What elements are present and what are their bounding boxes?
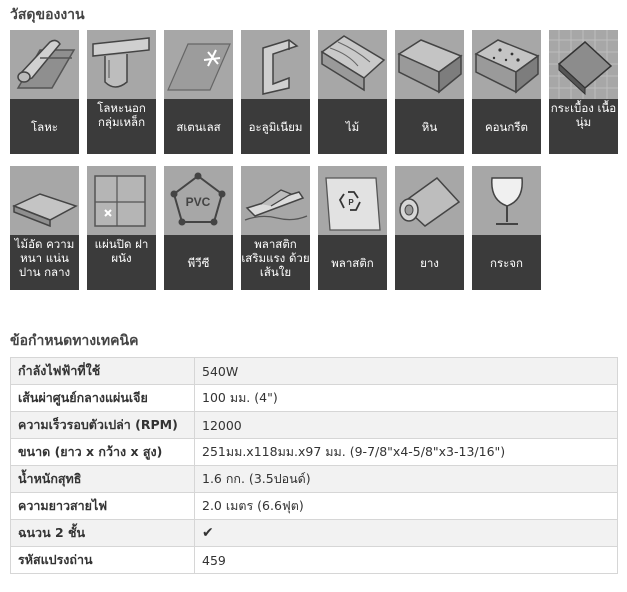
table-row <box>11 466 618 493</box>
concrete-icon <box>472 30 541 99</box>
material-label: โลหะ <box>31 119 58 134</box>
spec-key: ความยาวสายไฟ <box>11 493 195 520</box>
spec-value: 251มม.x118มม.x97 มม. (9-7/8"x4-5/8"x3-13/16") <box>195 439 618 466</box>
spec-value: 540W <box>195 358 618 385</box>
stone-icon <box>395 30 464 99</box>
material-tile-concrete <box>472 30 541 154</box>
plastic-icon <box>318 166 387 235</box>
spec-value: 459 <box>195 547 618 574</box>
spec-heading: ข้อกำหนดทางเทคนิค <box>10 333 139 349</box>
spec-value: 100 มม. (4") <box>195 385 618 412</box>
table-row <box>11 385 618 412</box>
spec-key: รหัสแปรงถ่าน <box>11 547 195 574</box>
material-label: กระจก <box>489 255 524 270</box>
glass-icon <box>472 166 541 235</box>
material-tile-glass <box>472 166 541 290</box>
material-label: หิน <box>421 119 438 134</box>
material-tile-aluminium <box>241 30 310 154</box>
material-tile-plastic <box>318 166 387 290</box>
table-row <box>11 412 618 439</box>
material-label: แผ่นปิด ฝาผนัง <box>94 237 149 265</box>
materials-heading: วัสดุของงาน <box>10 7 85 23</box>
table-row <box>11 547 618 574</box>
pvc-icon <box>164 166 233 235</box>
spec-key: กำลังไฟฟ้าที่ใช้ <box>11 358 195 385</box>
stainless-icon <box>164 30 233 99</box>
wood-icon <box>318 30 387 99</box>
spec-key: เส้นผ่าศูนย์กลางแผ่นเจีย <box>11 385 195 412</box>
spec-value: 2.0 เมตร (6.6ฟุต) <box>195 493 618 520</box>
metal-icon <box>10 30 79 99</box>
wall-panel-icon <box>87 166 156 235</box>
spec-key: ฉนวน 2 ชั้น <box>11 520 195 547</box>
material-label: อะลูมิเนียม <box>248 119 303 134</box>
material-tile-stainless <box>164 30 233 154</box>
material-tile-wall-panel <box>87 166 156 290</box>
spec-value: 12000 <box>195 412 618 439</box>
table-row <box>11 493 618 520</box>
fiber-plastic-icon <box>241 166 310 235</box>
rubber-icon <box>395 166 464 235</box>
material-label: ยาง <box>420 255 439 270</box>
material-tile-rubber <box>395 166 464 290</box>
material-label: ไม้ <box>345 119 360 134</box>
table-row <box>11 358 618 385</box>
material-label: คอนกรีต <box>484 119 529 134</box>
table-row <box>11 520 618 547</box>
pvc-text: PVC <box>185 195 211 209</box>
non-ferrous-metal-icon <box>87 30 156 99</box>
spec-key: ขนาด (ยาว x กว้าง x สูง) <box>11 439 195 466</box>
material-label: สเตนเลส <box>176 119 221 134</box>
aluminium-icon <box>241 30 310 99</box>
checkmark-icon: ✔ <box>195 520 618 547</box>
mdf-icon <box>10 166 79 235</box>
material-tile-fiber-plastic <box>241 166 310 290</box>
material-label: พลาสติก เสริมแรง ด้วย เส้นใย <box>241 237 310 279</box>
table-row <box>11 439 618 466</box>
material-tile-stone <box>395 30 464 154</box>
spec-table <box>10 357 618 574</box>
material-tile-wood <box>318 30 387 154</box>
recycle-code: P <box>348 198 354 207</box>
material-label: พีวีซี <box>187 255 210 270</box>
material-label: พลาสติก <box>331 255 374 270</box>
spec-key: น้ำหนักสุทธิ <box>11 466 195 493</box>
material-tile-pvc <box>164 166 233 290</box>
material-tile-metal <box>10 30 79 154</box>
material-tile-soft-tile <box>549 30 618 154</box>
soft-tile-icon <box>549 30 618 99</box>
material-label: โลหะนอก กลุ่มเหล็ก <box>97 101 146 129</box>
spec-value: 1.6 กก. (3.5ปอนด์) <box>195 466 618 493</box>
material-label: กระเบื้อง เนื้อนุ่ม <box>550 101 617 129</box>
material-tile-non-ferrous <box>87 30 156 154</box>
material-tile-mdf <box>10 166 79 290</box>
spec-key: ความเร็วรอบตัวเปล่า (RPM) <box>11 412 195 439</box>
material-label: ไม้อัด ความหนา แน่นปาน กลาง <box>14 237 75 279</box>
